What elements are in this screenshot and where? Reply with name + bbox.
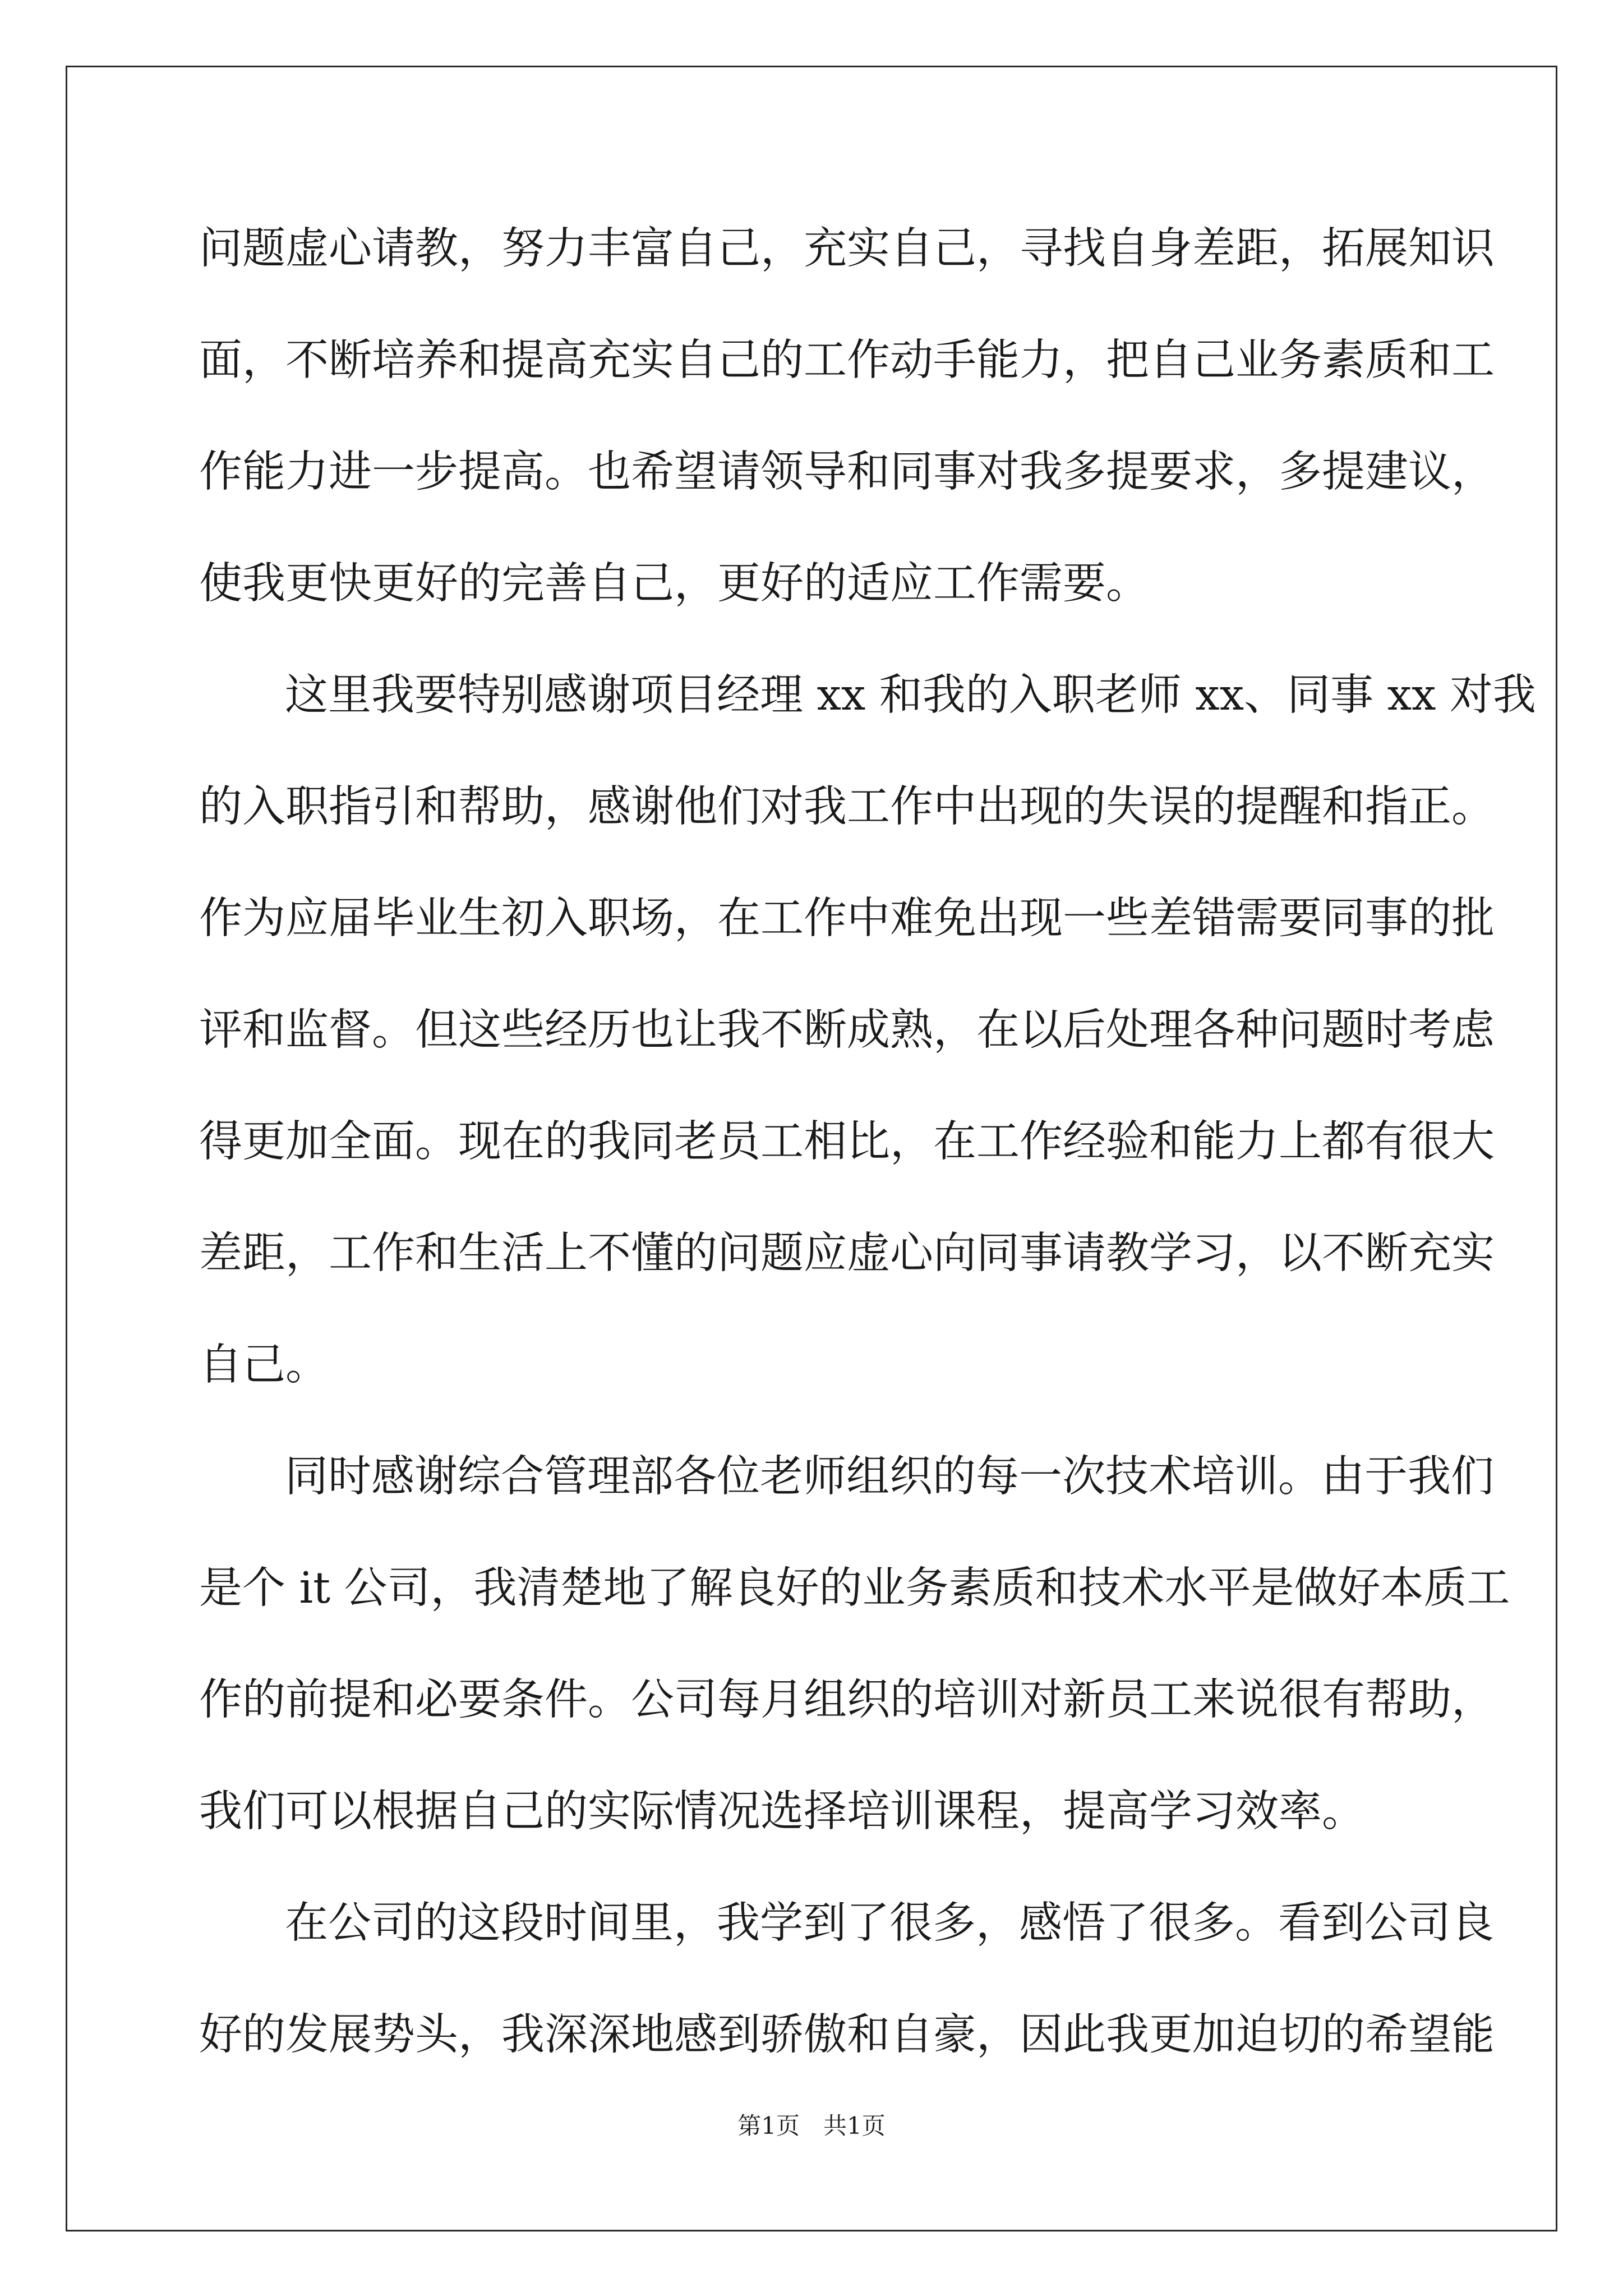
text-line: 自己。 — [199, 1340, 329, 1390]
text-line: 得更加全面。现在的我同老员工相比，在工作经验和能力上都有很大 — [199, 1117, 1495, 1167]
text-line: 作的前提和必要条件。公司每月组织的培训对新员工来说很有帮助， — [199, 1675, 1495, 1725]
text-line: 差距，工作和生活上不懂的问题应虚心向同事请教学习，以不断充实 — [199, 1228, 1495, 1278]
text-line: 好的发展势头，我深深地感到骄傲和自豪，因此我更加迫切的希望能 — [199, 2010, 1495, 2060]
paragraph-first-line: 这里我要特别感谢项目经理 xx 和我的入职老师 xx、同事 xx 对我 — [285, 670, 1536, 720]
text-line: 作能力进一步提高。也希望请领导和同事对我多提要求，多提建议， — [199, 447, 1495, 497]
text-line: 作为应届毕业生初入职场，在工作中难免出现一些差错需要同事的批 — [199, 894, 1495, 944]
text-line: 问题虚心请教，努力丰富自己，充实自己，寻找自身差距，拓展知识 — [199, 224, 1495, 274]
text-line: 是个 it 公司，我清楚地了解良好的业务素质和技术水平是做好本质工 — [199, 1563, 1510, 1613]
paragraph-first-line: 同时感谢综合管理部各位老师组织的每一次技术培训。由于我们 — [285, 1452, 1494, 1502]
text-line: 评和监督。但这些经历也让我不断成熟，在以后处理各种问题时考虑 — [199, 1005, 1495, 1055]
text-line: 我们可以根据自己的实际情况选择培训课程，提高学习效率。 — [199, 1787, 1365, 1837]
text-line: 使我更快更好的完善自己，更好的适应工作需要。 — [199, 559, 1149, 609]
paragraph-first-line: 在公司的这段时间里，我学到了很多，感悟了很多。看到公司良 — [285, 1898, 1494, 1948]
text-line: 面，不断培养和提高充实自己的工作动手能力，把自己业务素质和工 — [199, 335, 1495, 385]
page-footer: 第1页 共1页 — [737, 2112, 886, 2139]
text-line: 的入职指引和帮助，感谢他们对我工作中出现的失误的提醒和指正。 — [199, 782, 1495, 832]
